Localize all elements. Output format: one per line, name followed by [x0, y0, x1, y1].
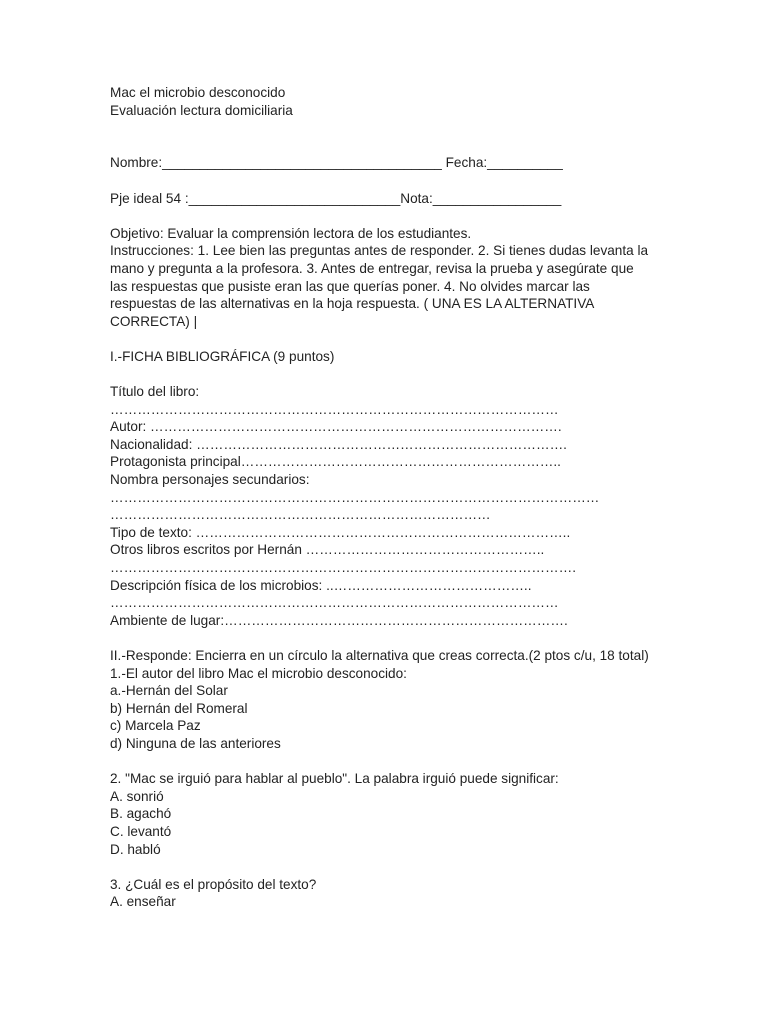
section1-line: Ambiente de lugar:…………………………………………………………………. [110, 612, 568, 628]
section1-line: Otros libros escritos por Hernán …………………………………………….. [110, 542, 545, 558]
section1-line: …………………………………………………………………………………………. [110, 560, 576, 576]
answer-option: D. habló [110, 841, 161, 857]
section1-line: ……………………………………………………………………………………… [110, 595, 559, 611]
section1-line: Autor: ………………………………………………………………………………. [110, 419, 562, 435]
section2-heading: II.-Responde: Encierra en un círculo la alternativa que creas correcta.(2 ptos c/u, 18 total) [110, 648, 649, 663]
section1-heading: I.-FICHA BIBLIOGRÁFICA (9 puntos) [110, 348, 335, 364]
objective-text: Objetivo: Evaluar la comprensión lectora de los estudiantes. [110, 225, 472, 241]
section1-line: Tipo de texto: ……………………………………………………………………….. [110, 524, 571, 540]
answer-option: d) Ninguna de las anteriores [110, 735, 281, 751]
answer-option: a.-Hernán del Solar [110, 683, 228, 699]
answer-option: A. enseñar [110, 894, 176, 910]
instructions-text: Instrucciones: 1. Lee bien las preguntas antes de responder. 2. Si tienes dudas levanta la mano y pregunta a la profesora. 3. Antes de entregar, revisa la prueba y asegúrate que las respuestas que pusiste eran las que querías poner. 4. No olvides marcar las respuestas de las alternativas en la hoja respuesta. ( UNA ES LA ALTERNATIVA CORRECTA) | [110, 243, 649, 329]
score-grade-field: Pje ideal 54 :____________________________Nota:_________________ [110, 190, 562, 206]
section1-line: Descripción física de los microbios: ..…………………………………….. [110, 577, 532, 593]
section1-line: Nacionalidad: ………………………………………………………………………. [110, 436, 567, 452]
section1-line: ……………………………………………………………………………………………… [110, 489, 600, 505]
answer-option: b) Hernán del Romeral [110, 700, 248, 716]
document-page [110, 84, 650, 911]
name-date-field: Nombre:_____________________________________ Fecha:__________ [110, 155, 563, 171]
section1-line: Nombra personajes secundarios: [110, 472, 310, 488]
section1-line: ……………………………………………………………………………………… [110, 401, 559, 417]
answer-option: B. agachó [110, 806, 172, 822]
section1-line: Título del libro: [110, 384, 200, 400]
section1-line: Protagonista principal…………………………………………………………….. [110, 454, 561, 470]
section1-line: ………………………………………………………………………… [110, 507, 491, 523]
question-2: 2. "Mac se irguió para hablar al pueblo". La palabra irguió puede significar: [110, 771, 559, 787]
document-subtitle: Evaluación lectura domiciliaria [110, 102, 293, 118]
answer-option: A. sonrió [110, 788, 164, 804]
answer-option: C. levantó [110, 823, 172, 839]
question-3: 3. ¿Cuál es el propósito del texto? [110, 876, 317, 892]
question-1: 1.-El autor del libro Mac el microbio desconocido: [110, 665, 407, 681]
answer-option: c) Marcela Paz [110, 718, 201, 734]
document-title: Mac el microbio desconocido [110, 85, 286, 100]
